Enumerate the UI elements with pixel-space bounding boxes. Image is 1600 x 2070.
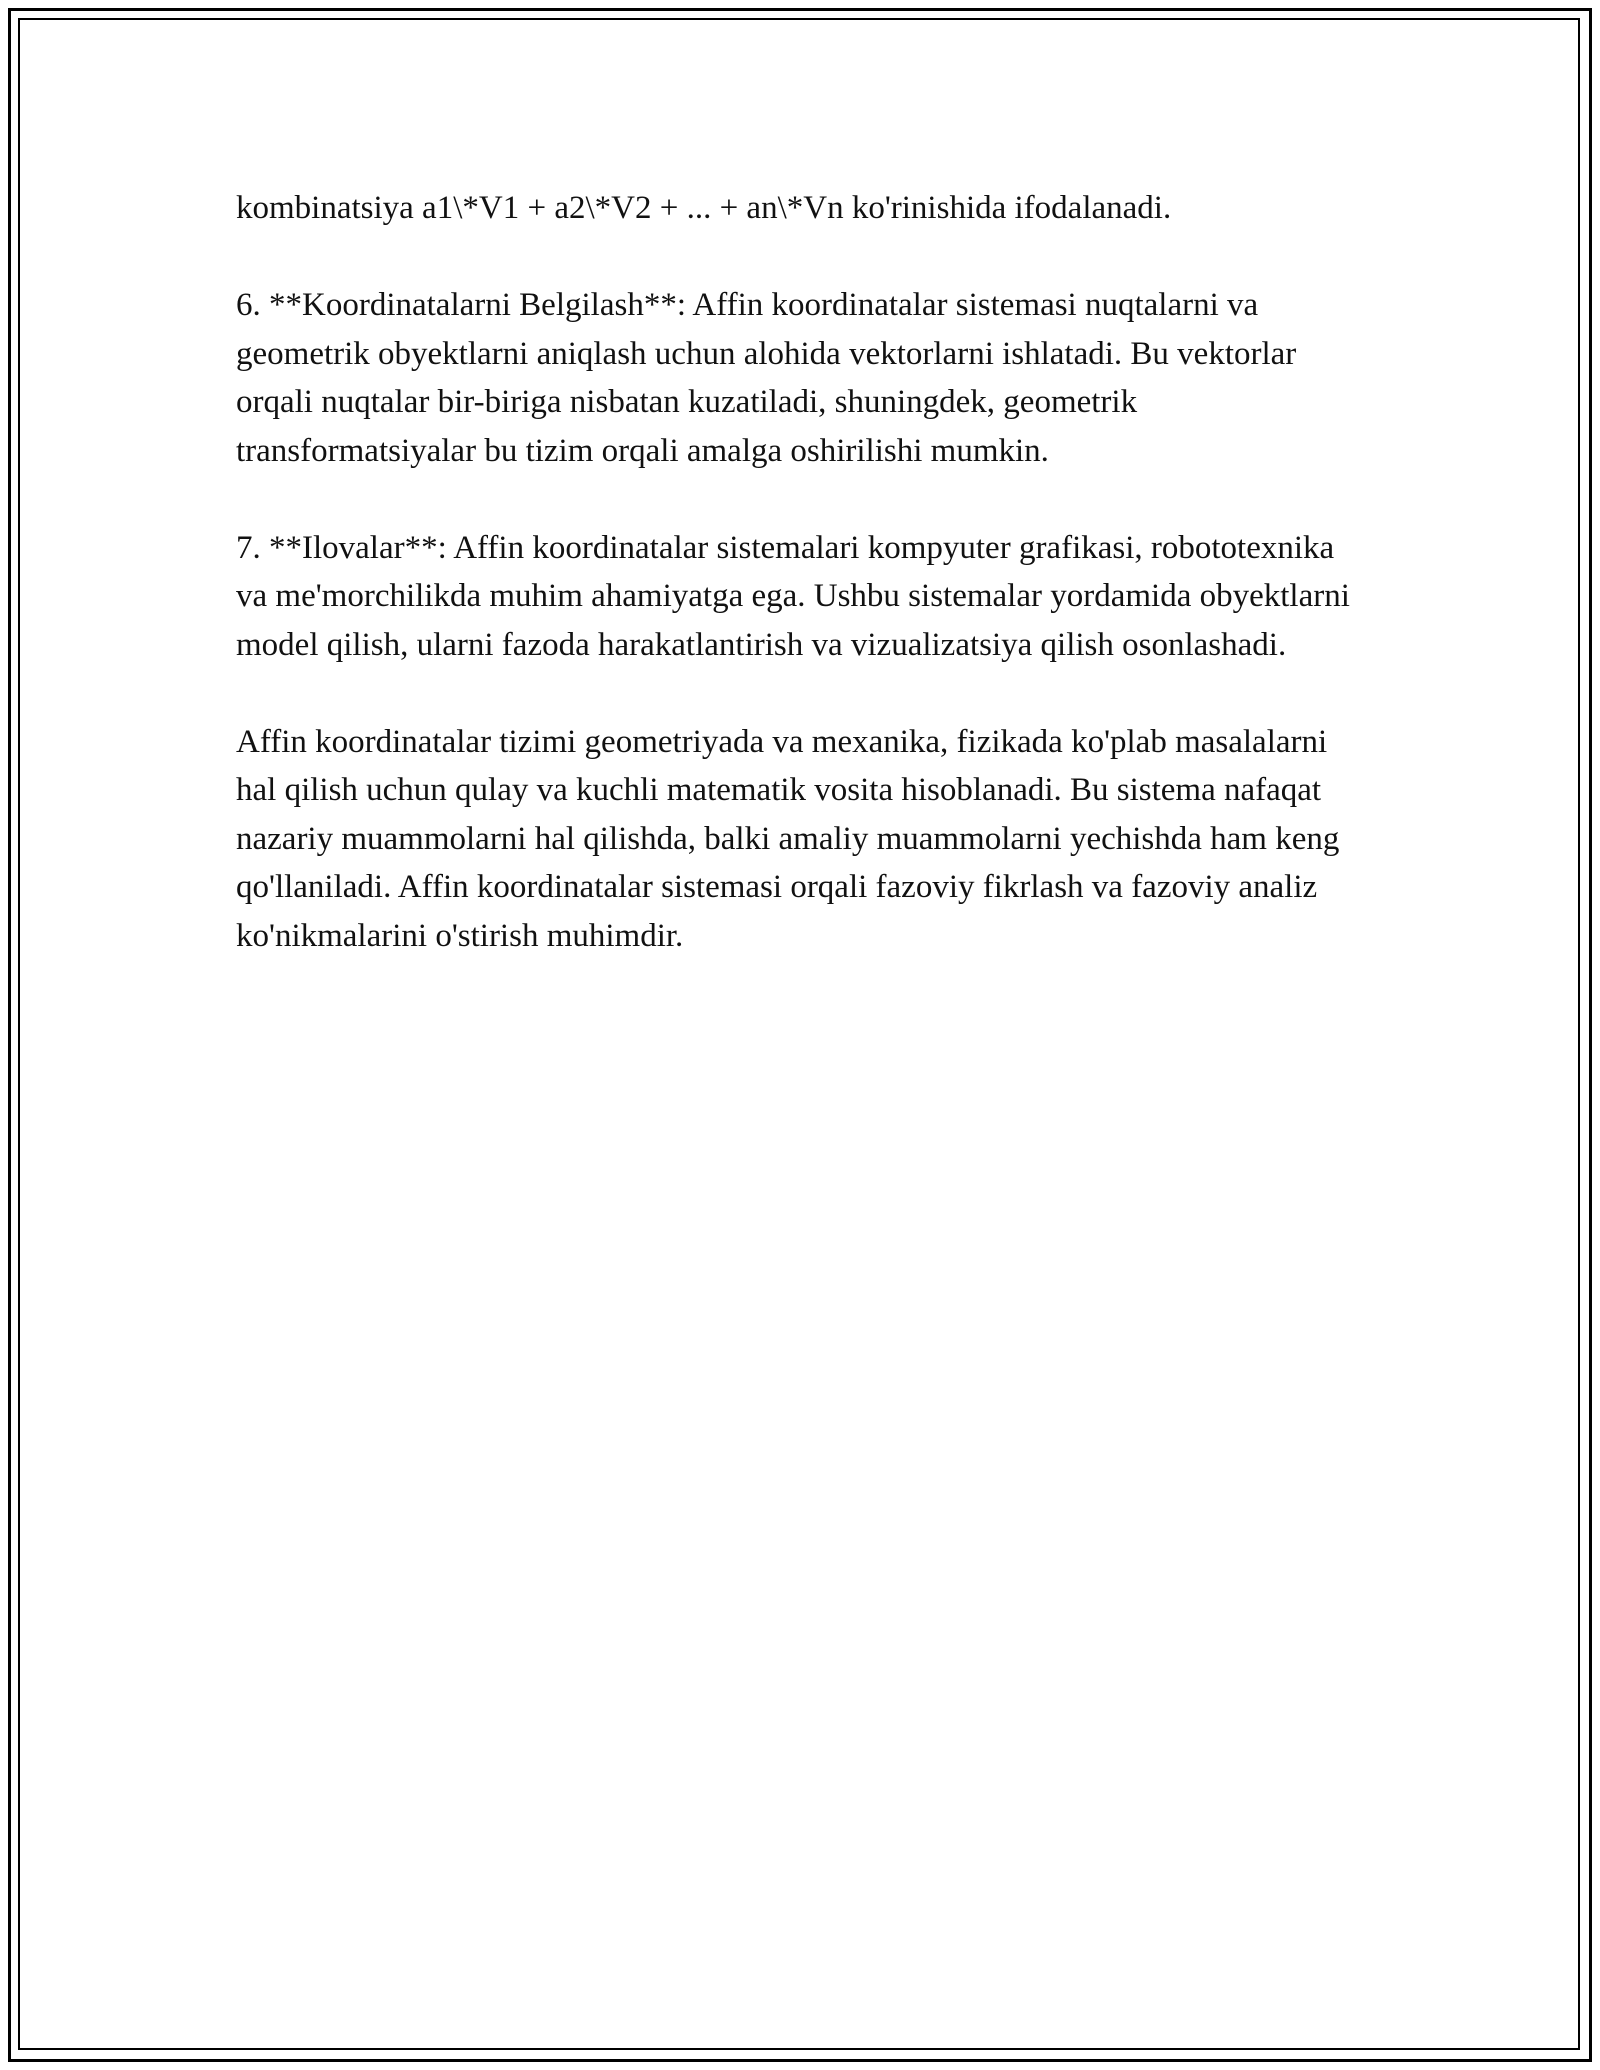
paragraph-applications: 7. **Ilovalar**: Affin koordinatalar sistemalari kompyuter grafikasi, robototexnika va me'morchilikda muhim ahamiyatga ega. Ushbu sistemalar yordamida obyektlarni model qilish, ularni fazoda harakatlantirish va vizualizatsiya qilish osonlashadi. bbox=[236, 529, 1350, 663]
paragraph-conclusion: Affin koordinatalar tizimi geometriyada va mexanika, fizikada ko'plab masalalarni hal qilish uchun qulay va kuchli matematik vosita hisoblanadi. Bu sistema nafaqat nazariy muammolarni hal qilishda, balki amaliy muammolarni yechishda ham keng qo'llaniladi. Affin koordinatalar sistemasi orqali fazoviy fikrlash va fazoviy analiz ko'nikmalarini o'stirish muhimdir. bbox=[236, 723, 1340, 954]
paragraph-combination-continuation: kombinatsiya a1\*V1 + a2\*V2 + ... + an\*Vn ko'rinishida ifodalanadi. bbox=[236, 190, 1172, 226]
document-body bbox=[236, 184, 1356, 1009]
paragraph-coordinates-definition: 6. **Koordinatalarni Belgilash**: Affin koordinatalar sistemasi nuqtalarni va geometrik obyektlarni aniqlash uchun alohida vektorlarni ishlatadi. Bu vektorlar orqali nuqtalar bir-biriga nisbatan kuzatiladi, shuningdek, geometrik transformatsiyalar bu tizim orqali amalga oshirilishi mumkin. bbox=[236, 287, 1297, 469]
